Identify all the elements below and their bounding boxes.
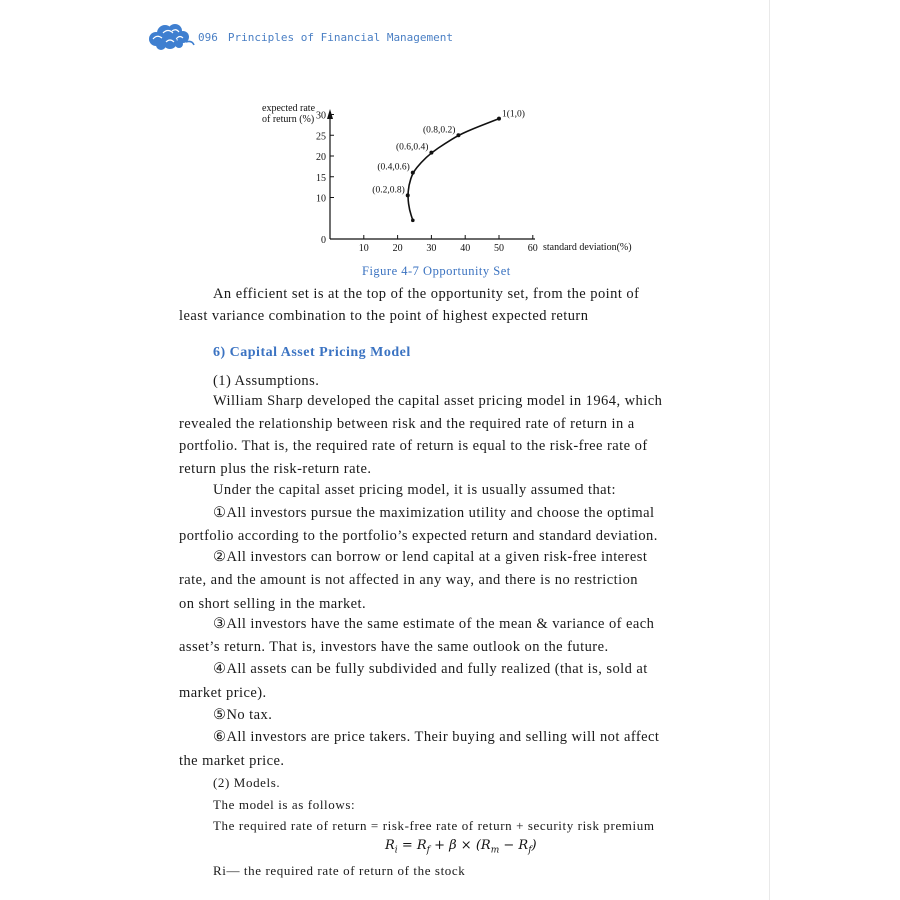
paragraph-line: revealed the relationship between risk and the required rate of return in a [179, 416, 635, 432]
assumption-item: ⑥All investors are price takers. Their buying and selling will not affect [213, 729, 660, 745]
running-title: Principles of Financial Management [227, 30, 454, 44]
section-title: 6) Capital Asset Pricing Model [213, 345, 411, 360]
assumption-item: ③All investors have the same estimate of the mean & variance of each [213, 616, 655, 632]
paragraph-line: An efficient set is at the top of the opportunity set, from the point of [213, 286, 640, 302]
subheading-models: (2) Models. [213, 775, 281, 790]
assumption-item-cont: portfolio according to the portfolio’s expected return and standard deviation. [179, 528, 658, 544]
portfolio-point [456, 133, 460, 137]
y-tick-label: 30 [316, 110, 326, 122]
paragraph-line: portfolio. That is, the required rate of return is equal to the risk-free rate of [179, 438, 648, 454]
page-number: 096 [198, 30, 218, 44]
x-tick-label: 60 [527, 243, 538, 254]
figure-caption: Figure 4-7 Opportunity Set [362, 264, 511, 278]
subheading-assumptions: (1) Assumptions. [213, 373, 320, 389]
point-label: (0.2,0.8) [372, 185, 405, 196]
curve-start-point [411, 219, 415, 223]
assumption-item-cont: market price). [179, 685, 267, 701]
x-tick-label: 30 [426, 243, 437, 254]
ri-definition: Ri— the required rate of return of the stock [213, 863, 466, 878]
portfolio-point [497, 117, 501, 121]
point-label: (0.6,0.4) [395, 142, 429, 153]
x-tick-label: 50 [494, 243, 504, 254]
paragraph-line: William Sharp developed the capital asset pricing model in 1964, which [213, 393, 663, 409]
page-edge [769, 0, 770, 900]
y-axis-label-line1: expected rate [262, 103, 316, 114]
assumption-item-cont: the market price. [179, 753, 285, 769]
y-tick-label: 15 [316, 172, 326, 184]
page-header [146, 22, 453, 52]
y-tick-label: 0 [321, 235, 326, 246]
assumption-item: ⑤No tax. [213, 707, 273, 723]
assumption-item-cont: rate, and the amount is not affected in any way, and there is no restriction [179, 572, 638, 588]
y-tick-label: 20 [316, 152, 326, 163]
x-tick-label: 20 [392, 243, 403, 254]
y-tick-label: 25 [316, 131, 326, 143]
point-label: (0.8,0.2) [422, 125, 456, 136]
y-tick-label: 10 [316, 193, 326, 205]
paragraph-line: least variance combination to the point of highest expected return [179, 308, 589, 324]
assumption-item: ①All investors pursue the maximization utility and choose the optimal [213, 505, 655, 521]
assumption-item-cont: on short selling in the market. [179, 596, 367, 612]
paragraph-line: The model is as follows: [213, 797, 356, 812]
portfolio-point [411, 171, 415, 175]
model-in-words: The required rate of return = risk-free rate of return + security risk premium [213, 818, 655, 833]
x-tick-label: 40 [460, 243, 471, 254]
assumption-item-cont: asset’s return. That is, investors have the same outlook on the future. [179, 639, 609, 655]
point-label: (0.4,0.6) [377, 162, 410, 173]
x-axis-label: standard deviation(%) [543, 242, 632, 253]
assumption-item: ②All investors can borrow or lend capital at a given risk-free interest [213, 549, 648, 565]
cloud-logo-icon [146, 22, 196, 52]
opportunity-set-chart [250, 95, 660, 260]
x-tick-label: 10 [358, 243, 369, 254]
portfolio-point [429, 151, 433, 155]
point-label: 1(1,0) [502, 109, 525, 120]
capm-formula: $R_i = R_f + \beta \times (R_m - R_f)$ [385, 838, 537, 856]
assumption-item: ④All assets can be fully subdivided and fully realized (that is, sold at [213, 661, 648, 677]
portfolio-point [406, 193, 410, 197]
y-axis-label-line2: of return (%) [262, 114, 315, 125]
paragraph-line: return plus the risk-return rate. [179, 461, 372, 477]
paragraph-line: Under the capital asset pricing model, it is usually assumed that: [213, 482, 616, 498]
